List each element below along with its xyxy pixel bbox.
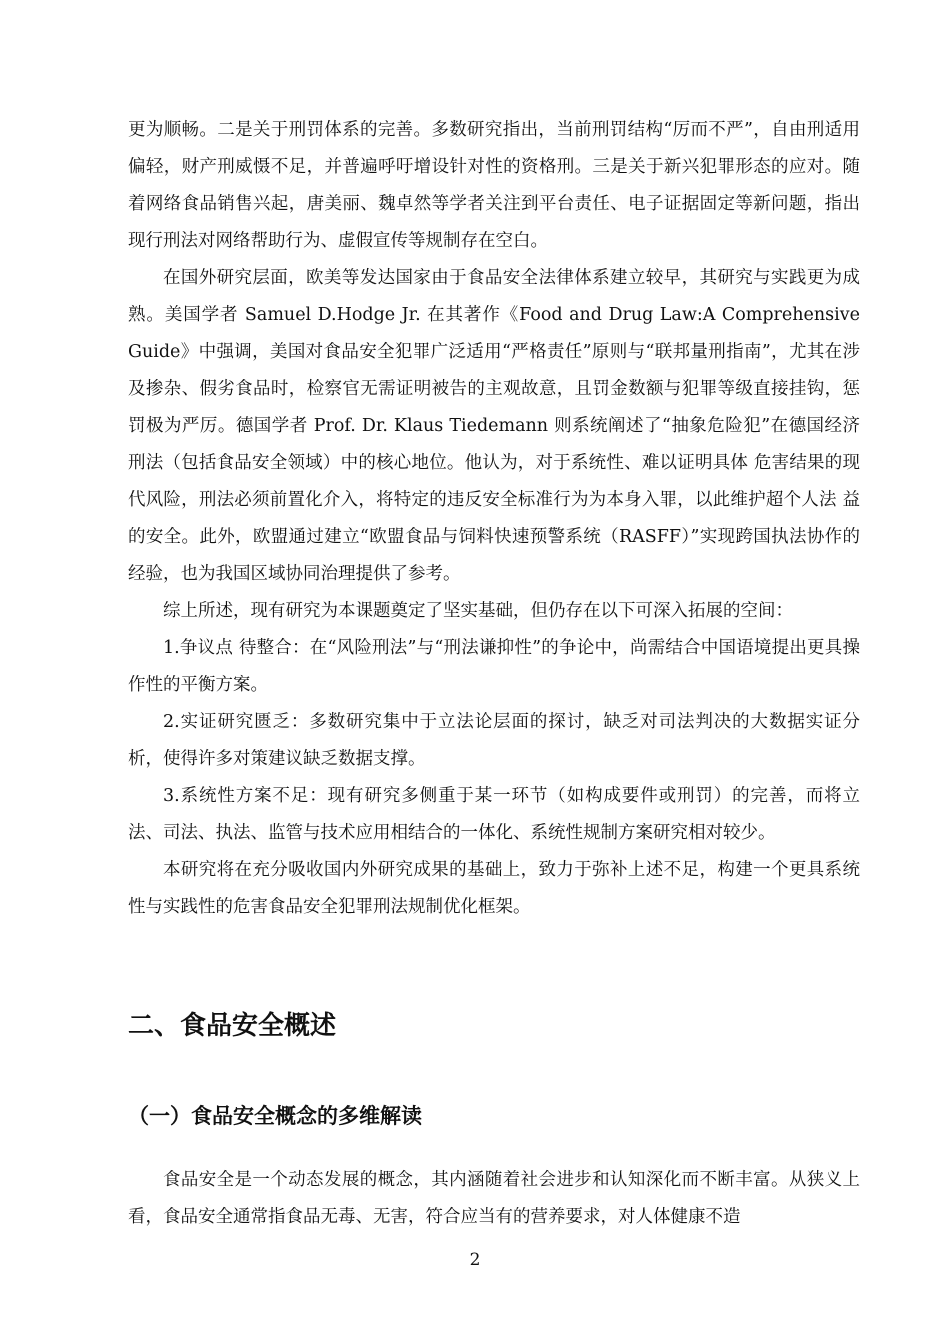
section-heading: 二、食品安全概述: [128, 1011, 337, 1041]
page-number: 2: [469, 1250, 481, 1270]
paragraph-continuation: 更为顺畅。二是关于刑罚体系的完善。多数研究指出，当前刑罚结构“厉而不严”，自由刑适用偏轻，财产刑威慑不足，并普遍呼吁增设针对性的资格刑。三是关于新兴犯罪形态的应对。随着网络食品销售兴起，唐美丽、魏卓然等学者关注到平台责任、电子证据固定等新问题，指出现行刑法对网络帮助行为、虚假宣传等规制存在空白。: [128, 120, 860, 251]
paragraph-food-safety-concept: 食品安全是一个动态发展的概念，其内涵随着社会进步和认知深化而不断丰富。从狭义上看，食品安全通常指食品无毒、无害，符合应当有的营养要求，对人体健康不造: [128, 1170, 860, 1227]
body-text-lower: [128, 1162, 860, 1236]
paragraph-research-aim: 本研究将在充分吸收国内外研究成果的基础上，致力于弥补上述不足，构建一个更具系统性与实践性的危害食品安全犯罪刑法规制优化框架。: [128, 860, 860, 917]
paragraph-point-2: 2.实证研究匮乏：多数研究集中于立法论层面的探讨，缺乏对司法判决的大数据实证分析，使得许多对策建议缺乏数据支撑。: [128, 712, 860, 769]
paragraph-summary: 综上所述，现有研究为本课题奠定了坚实基础，但仍存在以下可深入拓展的空间：: [163, 601, 793, 621]
subsection-heading: （一）食品安全概念的多维解读: [128, 1104, 422, 1128]
paragraph-foreign-research: 在国外研究层面，欧美等发达国家由于食品安全法律体系建立较早，其研究与实践更为成熟。美国学者 Samuel D.Hodge Jr. 在其著作《Food and Drug Law:A Comprehensive Guide》中强调，美国对食品安全犯罪广泛适用“严格责任”原则与“联邦量刑指南”，尤其在涉及掺杂、假劣食品时，检察官无需证明被告的主观故意，且罚金数额与犯罪等级直接挂钩，惩罚极为严厉。德国学者 Prof. Dr. Klaus Tiedemann 则系统阐述了“抽象危险犯”在德国经济刑法（包括食品安全领域）中的核心地位。他认为，对于系统性、难以证明具体 危害结果的现代风险，刑法必须前置化介入，将特定的违反安全标准行为为本身入罪，以此维护超个人法 益 的安全。此外，欧盟通过建立“欧盟食品与饲料快速预警系统（RASFF）”实现跨国执法协作的经验，也为我国区域协同治理提供了参考。: [128, 268, 860, 584]
body-text-upper: [128, 112, 860, 926]
paragraph-point-1: 1.争议点 待整合：在“风险刑法”与“刑法谦抑性”的争论中，尚需结合中国语境提出更具操作性的平衡方案。: [128, 638, 860, 695]
paragraph-point-3: 3.系统性方案不足：现有研究多侧重于某一环节（如构成要件或刑罚）的完善，而将立法、司法、执法、监管与技术应用相结合的一体化、系统性规制方案研究相对较少。: [128, 786, 860, 843]
